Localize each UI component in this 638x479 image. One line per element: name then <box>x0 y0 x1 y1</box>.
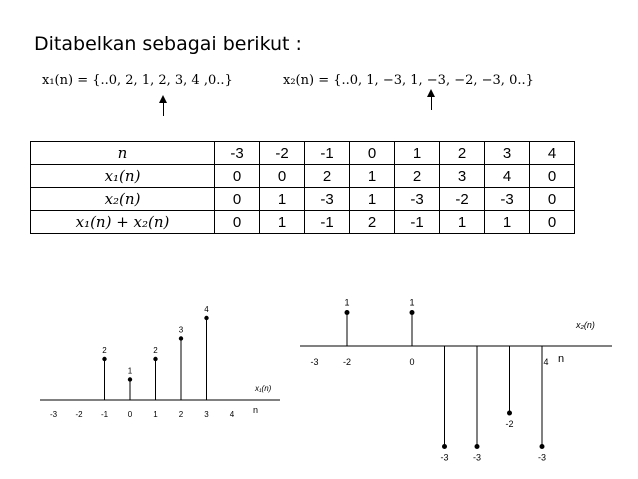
stem-point <box>540 444 545 449</box>
series-label: x₂(n) <box>576 320 595 330</box>
row-label: n <box>31 142 215 165</box>
table-cell: -3 <box>305 188 350 211</box>
tick-label: 0 <box>409 357 415 367</box>
table-cell: 1 <box>350 165 395 188</box>
table-cell: 4 <box>530 142 575 165</box>
tick-label: -3 <box>49 410 58 419</box>
table-cell: -1 <box>305 211 350 234</box>
row-label: x₂(n) <box>31 188 215 211</box>
table-cell: 0 <box>215 165 260 188</box>
data-label: -2 <box>505 419 514 429</box>
tick-label: 1 <box>153 410 158 419</box>
data-label: 3 <box>178 325 184 335</box>
table-cell: 0 <box>215 211 260 234</box>
tick-label: -2 <box>342 357 352 367</box>
tick-label: -2 <box>75 410 83 419</box>
tick-label: 0 <box>127 410 133 419</box>
table-cell: -1 <box>305 142 350 165</box>
data-label: 1 <box>127 366 133 376</box>
table-cell: 1 <box>260 188 305 211</box>
tick-label: -1 <box>100 410 109 419</box>
table-cell: 0 <box>350 142 395 165</box>
stem-point <box>153 357 157 361</box>
tick-label: 4 <box>543 357 549 367</box>
data-label: 2 <box>153 346 158 355</box>
value-table <box>30 141 575 234</box>
table-cell: 0 <box>215 188 260 211</box>
table-cell: 1 <box>485 211 530 234</box>
data-label: 1 <box>409 297 415 308</box>
table-cell: -2 <box>440 188 485 211</box>
origin-arrow-x2-icon <box>431 96 432 110</box>
table-cell: 1 <box>395 142 440 165</box>
table-cell: -1 <box>395 211 440 234</box>
stem-point <box>442 444 447 449</box>
data-label: -3 <box>537 452 547 463</box>
tick-label: 2 <box>178 410 184 419</box>
stem-point <box>204 316 208 320</box>
stem-point <box>507 411 512 416</box>
stem-point <box>345 310 350 315</box>
table-cell: 2 <box>305 165 350 188</box>
row-label: x₁(n) <box>31 165 215 188</box>
data-label: 2 <box>102 346 107 355</box>
data-label: -3 <box>472 452 482 463</box>
table-row <box>31 142 575 165</box>
table-cell: 0 <box>530 165 575 188</box>
row-label: x₁(n) + x₂(n) <box>31 211 215 234</box>
stem-point <box>410 310 415 315</box>
page-heading: Ditabelkan sebagai berikut : <box>34 33 302 55</box>
stem-point <box>179 336 183 340</box>
chart-x1 <box>35 270 285 430</box>
stem-point <box>102 357 106 361</box>
table-row <box>31 211 575 234</box>
sequence-x1: x₁(n) = {..0, 2, 1, 2, 3, 4 ,0..} <box>42 73 233 88</box>
table-cell: -3 <box>395 188 440 211</box>
table-cell: -3 <box>485 188 530 211</box>
table-cell: 3 <box>440 165 485 188</box>
stem-point <box>128 377 132 381</box>
chart-x2 <box>300 290 620 470</box>
x-axis-label: n <box>558 353 565 365</box>
table-cell: -2 <box>260 142 305 165</box>
table-cell: 1 <box>350 188 395 211</box>
series-label: x₁(n) <box>255 384 272 393</box>
table-row <box>31 188 575 211</box>
table-cell: 0 <box>530 211 575 234</box>
tick-label: 3 <box>204 410 209 419</box>
table-cell: 0 <box>530 188 575 211</box>
table-cell: 1 <box>260 211 305 234</box>
data-label: 1 <box>344 297 350 308</box>
data-label: -3 <box>440 452 449 463</box>
table-cell: 2 <box>395 165 440 188</box>
table-cell: 2 <box>440 142 485 165</box>
table-cell: -3 <box>215 142 260 165</box>
tick-label: 4 <box>229 410 235 419</box>
table-cell: 3 <box>485 142 530 165</box>
x-axis-label: n <box>253 405 259 415</box>
origin-arrow-x1-icon <box>163 102 164 116</box>
stem-point <box>475 444 480 449</box>
tick-label: -3 <box>310 357 319 367</box>
table-cell: 2 <box>350 211 395 234</box>
data-label: 4 <box>204 305 209 314</box>
table-cell: 4 <box>485 165 530 188</box>
sequence-x2: x₂(n) = {..0, 1, −3, 1, −3, −2, −3, 0..} <box>283 73 534 88</box>
table-cell: 1 <box>440 211 485 234</box>
table-cell: 0 <box>260 165 305 188</box>
table-row <box>31 165 575 188</box>
